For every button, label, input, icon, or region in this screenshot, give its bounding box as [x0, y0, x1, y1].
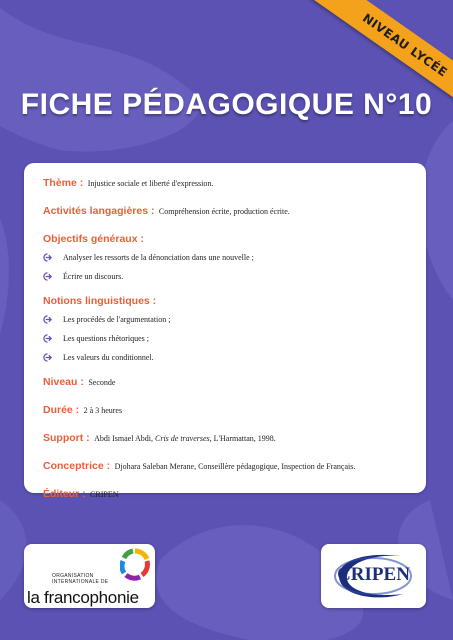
list-item	[43, 352, 410, 363]
notion-text: Les valeurs du conditionnel.	[63, 353, 154, 362]
list-item	[43, 333, 410, 344]
editeur-label: Éditeur :	[43, 488, 86, 500]
francophonie-name: la francophonie	[27, 588, 139, 607]
field-editeur	[43, 486, 410, 501]
theme-label: Thème :	[43, 177, 84, 189]
field-conceptrice	[43, 458, 410, 473]
duree-value: 2 à 3 heures	[83, 406, 123, 415]
field-activites	[43, 203, 410, 218]
arrow-bullet-icon	[43, 272, 52, 281]
arrow-bullet-icon	[43, 353, 52, 362]
field-support	[43, 430, 410, 445]
arrow-bullet-icon	[43, 334, 52, 343]
notions-label: Notions linguistiques :	[43, 295, 157, 307]
francophonie-ring-icon	[120, 547, 150, 587]
level-ribbon-label: NIVEAU LYCÉE	[359, 10, 451, 80]
niveau-value: Seconde	[88, 378, 116, 387]
cripen-name: CRIPEN	[337, 564, 410, 585]
objectifs-list	[43, 252, 410, 282]
conceptrice-value: Djohara Saleban Merane, Conseillère pédagogique, Inspection de Français.	[114, 462, 356, 471]
support-value-after: , L'Harmattan, 1998.	[209, 434, 276, 443]
theme-value: Injustice sociale et liberté d'expression.	[87, 179, 214, 188]
editeur-value: CRIPEN	[90, 490, 119, 499]
objectifs-label: Objectifs généraux :	[43, 233, 144, 245]
field-theme	[43, 175, 410, 190]
info-card	[24, 163, 426, 500]
field-duree	[43, 402, 410, 417]
arrow-bullet-icon	[43, 315, 52, 324]
cripen-logo	[321, 544, 426, 608]
list-item	[43, 314, 410, 325]
list-item	[43, 271, 410, 282]
activites-value: Compréhension écrite, production écrite.	[158, 207, 290, 216]
support-value-before: Abdi Ismael Abdi,	[94, 434, 155, 443]
activites-label: Activités langagières :	[43, 205, 155, 217]
arrow-bullet-icon	[43, 253, 52, 262]
notion-text: Les procédés de l'argumentation ;	[63, 315, 171, 324]
list-item	[43, 252, 410, 263]
field-objectifs	[43, 231, 410, 246]
duree-label: Durée :	[43, 404, 80, 416]
notions-list	[43, 314, 410, 363]
support-label: Support :	[43, 432, 90, 444]
francophonie-logo	[24, 544, 155, 608]
page-title: FICHE PÉDAGOGIQUE N°10	[20, 88, 433, 121]
conceptrice-label: Conceptrice :	[43, 460, 111, 472]
francophonie-org-text: ORGANISATION INTERNATIONALE DE	[52, 573, 109, 585]
objectif-text: Écrire un discours.	[63, 272, 124, 281]
objectif-text: Analyser les ressorts de la dénonciation dans une nouvelle ;	[63, 253, 254, 262]
field-niveau	[43, 374, 410, 389]
support-value-title: Cris de traverses	[155, 434, 210, 443]
niveau-label: Niveau :	[43, 376, 84, 388]
notion-text: Les questions rhétoriques ;	[63, 334, 149, 343]
field-notions	[43, 293, 410, 308]
